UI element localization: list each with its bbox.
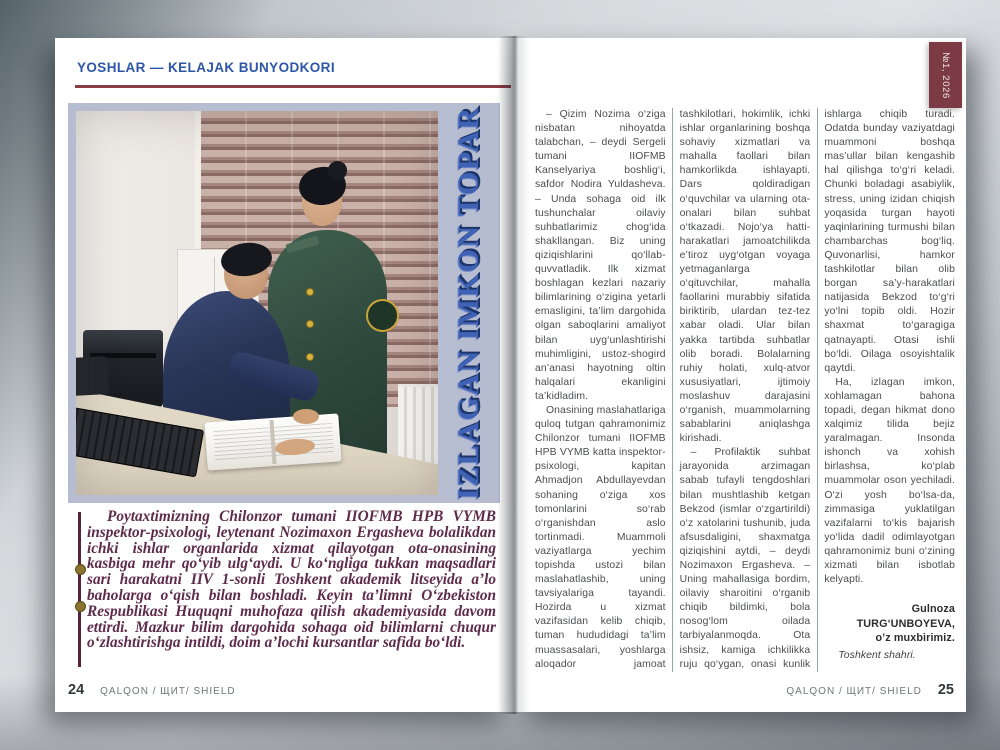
article-photo xyxy=(76,111,438,495)
page-number-left: 24 xyxy=(68,682,85,698)
article-paragraph: – Profilaktik suhbat jarayonida arzimagan sabab tufayli tengdoshlari bilan mushtlashib ketgan Bekzod (ismlar o‘zgartirildi) o‘z xatolarini tushunib, juda afsusdaligini, shaxmatga qiziqishini aytdi, – deydi Nozimaxon Ergasheva. – Uning mahallasiga bordim, oilaviy sharoitini o‘rganib chiqib bildimki, bola nosog‘lom oilada tarbiyalanmoqda. Ota ishsiz, kamiga ichkilikka ruju qo‘ygan, onasi kunlik ishlarga chiqib turadi. Odatda bunday vaziyatdagi muammoni boshqa mas’ullar bilan kengashib hal qilishga to‘g‘ri keladi. Chunki boladagi asabiylik, stress, uning izidan chiqish yoqasida turgan hayoti yaqinlarining turmushi bilan chambarchas bog‘liq. Quvonarlisi, hamkor tashkilotlar bilan olib borgan sa’y-harakatlari natijasida Bekzod to‘g‘ri yo‘lni topib oldi. Hozir shaxmat to‘garagiga qatnayapti. Otasi ishli bo‘ldi. Oilaga osoyishtalik qaytdi. xyxy=(679,109,955,670)
left-footer xyxy=(68,682,236,698)
vertical-title-strip xyxy=(438,103,500,503)
byline xyxy=(824,602,955,646)
byline-city: Toshkent shahri. xyxy=(838,649,916,661)
magazine-brand: QALQON / ЩИТ/ SHIELD xyxy=(100,686,236,697)
left-page xyxy=(55,38,513,712)
issue-tab xyxy=(929,42,962,108)
article-title-vertical: IZLAGAN IMKON TOPAR xyxy=(452,106,485,500)
page-number-right: 25 xyxy=(937,682,954,698)
article-body xyxy=(535,108,955,672)
lede-paragraph: Poytaxtimizning Chilonzor tumani IIOFMB HPB VYMB inspektor-psixologi, leytenant Nozimaxon Ergasheva bolalikdan ichki ishlar organlarida xizmat qilayotgan ota-onasining kasbiga mehr qo‘yib ulg‘aydi. U ko‘ngliga tukkan maqsadlari sari harakatni IIV 1-sonli Toshkent akademik litseyida a’lo baholarga o‘qish bilan boshladi. Keyin ta’limni O‘zbekiston Respublikasi Huquqni muhofaza qilish akademiyasida davom ettirdi. Mazkur bilim dargohida sohaga oid bilimlarni chuqur o‘zlashtirishga intildi, doim a’lochi kursantlar safida bo‘ldi. xyxy=(87,508,496,652)
right-page xyxy=(513,38,966,712)
byline-role: o’z muxbirimiz. xyxy=(875,632,955,645)
lede-bullet xyxy=(75,601,86,612)
magazine-brand: QALQON / ЩИТ/ SHIELD xyxy=(786,686,922,697)
article-paragraph: – Qizim Nozima o‘ziga nisbatan nihoyatda talabchan, – deydi Sergeli tumani IIOFMB Kanselyariya boshlig‘i, safdor Nodira Yuldasheva. – Unda sohaga oid ilk tushunchalar oilaviy suhbatlarimiz chog‘ida shakllangan. Biz uning qiziqishlarini qo‘llab-quvvatladik. Ilk xizmat boshlagan kezlari nazariy bilimlarining o‘zigina yetarli emasligini, ta’lim dargohida olgan saboqlarini amaliyot bilan uyg‘unlashtirishi muhimligini, ustoz-shogird an’anasi hayotning oltin halqalari ekanligini ta’kidladim. xyxy=(535,109,666,402)
photo-frame xyxy=(68,103,500,503)
article-paragraph: Ha, izlagan imkon, xohlamagan bahona topadi, degan hikmat dono xalqimiz tilida bejiz yaralmagan. Insonda ishonch va xohish birlashsa, ko‘plab muammolar oson yechiladi. O‘zi yosh bo‘lsa-da, zimmasiga yuklatilgan vazifalarni to‘kis bajarish yo‘lida dadil odimlayotgan qahramonimiz buni o‘zining xizmati bilan isbotlab kelyapti. xyxy=(824,376,955,586)
photo-vignette xyxy=(76,111,438,495)
lede-bullet xyxy=(75,564,86,575)
article-paragraph: Onasining maslahatlariga quloq tutgan qahramonimiz Chilonzor tumani IIOFMB HPB VYMB katta inspektor-psixologi, kapitan Ahmadjon Abdullayevdan sohaning o‘ziga xos tomonlarini so‘rab o‘rganishdan aslo tortinmadi. Muammoli vaziyatlarga yechim topishda ustozi bilan maslahatlashib, uning tavsiyalariga tayandi. Hozirda u xizmat vazifasidan kelib chiqib, tuman hududidagi ta’lim muassasalari, yoshlarga aloqador jamoat tashkilotlari, hokimlik, ichki ishlar organlarining boshqa sohaviy xizmatlari va mahalla faollari bilan hamkorlikda ishlayapti. Dars qoldiradigan o‘quvchilar va ularning ota-onalari bilan suhbat o‘tkazadi. Nojo‘ya hatti-harakatlari jamoatchilikda e’tiroz uyg‘otgan voyaga yetmaganlarga o‘qituvchilar, mahalla faollarini murabbiy sifatida biriktirib, ulardan tez-tez xabar oladi. Ular bilan yakka tartibda suhbatlar olib boradi. Bolalarning ruhiy holati, xulq-atvor xususiyatlari, ijtimoiy moslashuv darajasini o‘rganish, muammolarning sabablarini aniqlashga kirishadi. xyxy=(535,109,811,670)
byline-name: Gulnoza TURG‘UNBOYEVA, xyxy=(856,603,955,630)
rubric-divider xyxy=(75,85,511,88)
right-footer xyxy=(786,682,954,698)
issue-number: №1, 2026 xyxy=(940,51,951,99)
lede-left-rule xyxy=(78,512,81,667)
section-rubric: YOSHLAR — KELAJAK BUNYODKORI xyxy=(77,60,335,75)
